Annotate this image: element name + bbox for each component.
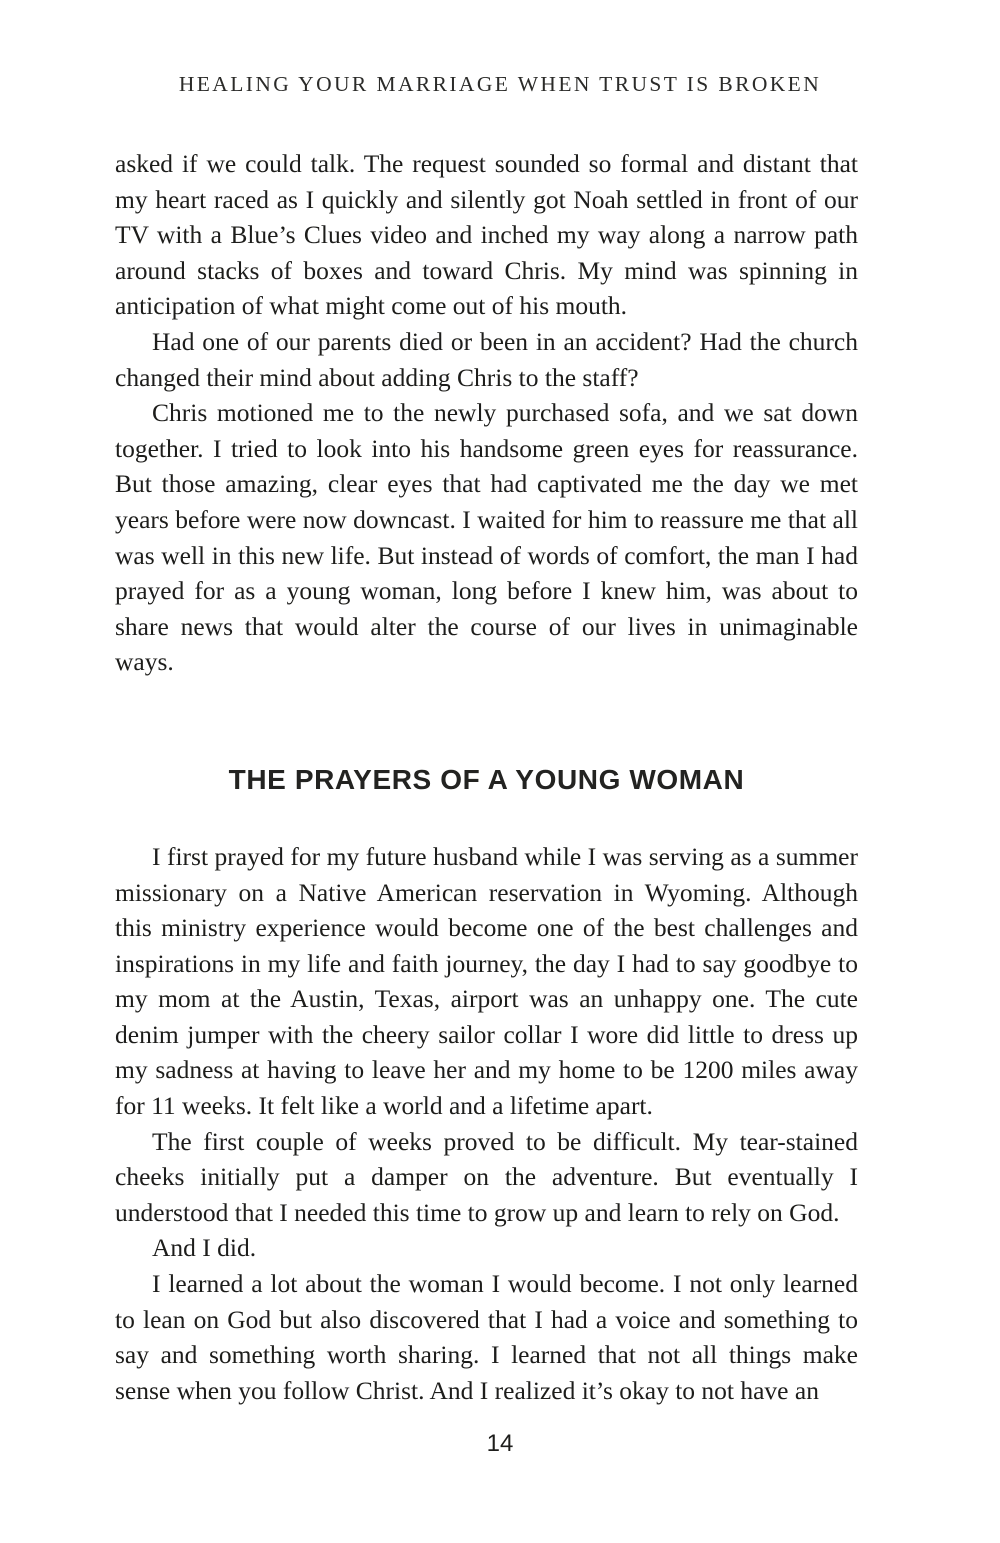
paragraph: asked if we could talk. The request sounded so formal and distant that my heart raced as I quickly and silently got Noah settled in front of our TV with a Blue’s Clues video and inched my way along a narrow path around stacks of boxes and toward Chris. My mind was spinning in anticipation of what might come out of his mouth. bbox=[115, 149, 858, 321]
running-head: HEALING YOUR MARRIAGE WHEN TRUST IS BROKEN bbox=[178, 72, 822, 96]
paragraph: I learned a lot about the woman I would become. I not only learned to lean on God but also discovered that I had a voice and something to say and something worth sharing. I learned that not all things make sense when you follow Christ. And I realized it’s okay to not have an bbox=[115, 1269, 858, 1405]
paragraph: Had one of our parents died or been in an accident? Had the church changed their mind about adding Chris to the staff? bbox=[115, 326, 858, 392]
paragraph: The first couple of weeks proved to be difficult. My tear-stained cheeks initially put a damper on the adventure. But eventually I understood that I needed this time to grow up and learn to rely on God. bbox=[115, 1126, 858, 1227]
body-text bbox=[115, 146, 858, 1408]
page-number: 14 bbox=[486, 1430, 514, 1457]
paragraph: And I did. bbox=[152, 1233, 257, 1263]
paragraph: Chris motioned me to the newly purchased sofa, and we sat down together. I tried to look into his handsome green eyes for reassurance. But those amazing, clear eyes that had captivated me the day we met years before were now downcast. I waited for him to reassure me that all was well in this new life. But instead of words of comfort, the man I had prayed for as a young woman, long before I knew him, was about to share news that would alter the course of our lives in unimaginable ways. bbox=[115, 398, 858, 677]
section-prayers-paragraphs bbox=[115, 839, 858, 1409]
section-heading: THE PRAYERS OF A YOUNG WOMAN bbox=[228, 763, 745, 795]
section-intro-paragraphs bbox=[115, 146, 858, 680]
paragraph: I first prayed for my future husband while I was serving as a summer missionary on a Native American reservation in Wyoming. Although this ministry experience would become one of the best challenges and inspirations in my life and faith journey, the day I had to say goodbye to my mom at the Austin, Texas, airport was an unhappy one. The cute denim jumper with the cheery sailor collar I wore did little to dress up my sadness at having to leave her and my home to be 1200 miles away for 11 weeks. It felt like a world and a lifetime apart. bbox=[115, 841, 858, 1121]
